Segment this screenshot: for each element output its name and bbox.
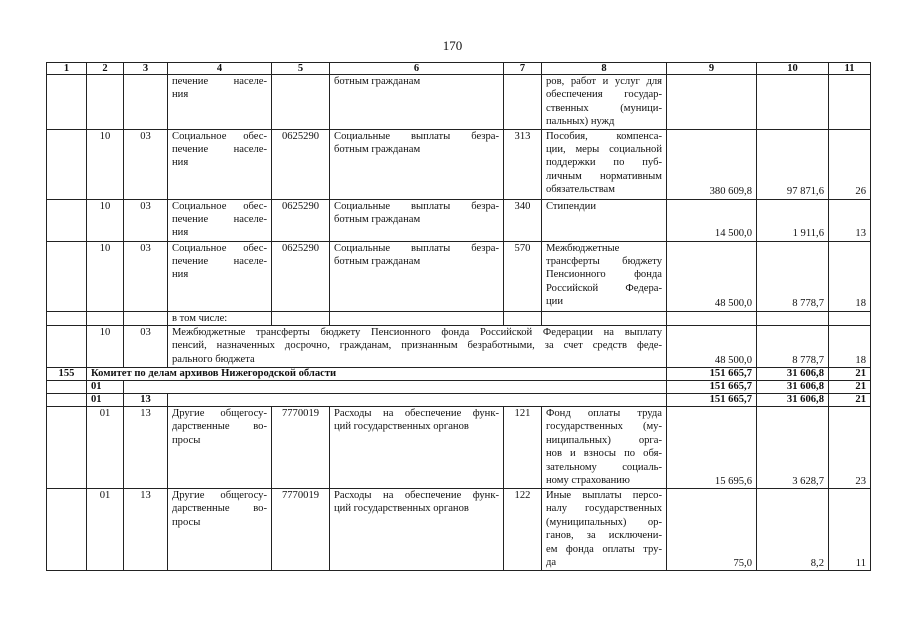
cell-expense-type: Пособия, компенса- ции, меры социальной поддержки по пуб- личным нормативным обязательствам	[542, 129, 667, 199]
table-row	[47, 129, 871, 199]
cell-section-code: 10	[87, 326, 124, 368]
col-header: 4	[168, 63, 272, 75]
table-row	[47, 241, 871, 311]
cell-expense-type: Межбюджетные трансферты бюджету Пенсионного фонда Российской Федера- ции	[542, 241, 667, 311]
header-row	[47, 63, 871, 75]
cell-expense-type: Иные выплаты персо- налу государственных (муниципальных) ор- ганов, за исключени- ем фонда оплаты тру- да	[542, 489, 667, 571]
table-row	[47, 394, 871, 407]
table-row	[47, 368, 871, 381]
cell-expense-code: 313	[504, 129, 542, 199]
cell-actual: 31 606,8	[757, 368, 829, 381]
cell-actual: 8 778,7	[757, 326, 829, 368]
col-header: 5	[272, 63, 330, 75]
cell-section: Социальное обес- печение населе- ния	[168, 241, 272, 311]
cell-percent: 18	[829, 326, 871, 368]
cell-actual: 8,2	[757, 489, 829, 571]
cell-expense-code: 121	[504, 407, 542, 489]
cell-percent: 13	[829, 199, 871, 241]
cell-actual: 3 628,7	[757, 407, 829, 489]
budget-table	[46, 62, 871, 571]
cell-target-code: 0625290	[272, 241, 330, 311]
table-row	[47, 75, 871, 130]
table-row	[47, 326, 871, 368]
cell-section: Другие общегосу- дарственные во- просы	[168, 489, 272, 571]
cell-section: печение населе- ния	[168, 75, 272, 130]
cell-percent: 11	[829, 489, 871, 571]
cell-expense-type: Фонд оплаты труда государственных (му- ниципальных) орга- нов и взносы по обя- зательному социаль- ному страхованию	[542, 407, 667, 489]
cell-target-code: 7770019	[272, 489, 330, 571]
cell-plan: 48 500,0	[667, 241, 757, 311]
col-header: 8	[542, 63, 667, 75]
cell-actual: 97 871,6	[757, 129, 829, 199]
cell-target-code: 7770019	[272, 407, 330, 489]
table-row	[47, 199, 871, 241]
cell-section-code: 01	[87, 489, 124, 571]
page-number: 170	[442, 38, 463, 53]
cell-section-code: 10	[87, 199, 124, 241]
cell-actual: 31 606,8	[757, 394, 829, 407]
cell-plan: 151 665,7	[667, 368, 757, 381]
cell-plan: 151 665,7	[667, 394, 757, 407]
cell-plan: 380 609,8	[667, 129, 757, 199]
cell-percent: 21	[829, 368, 871, 381]
cell-target: Социальные выплаты безра- ботным гражданам	[330, 199, 504, 241]
cell-target: Расходы на обеспечение функ- ций государственных органов	[330, 407, 504, 489]
cell-target-code: 0625290	[272, 129, 330, 199]
cell-expense-type: ров, работ и услуг для обеспечения государ- ственных (муници- пальных) нужд	[542, 75, 667, 130]
cell-plan: 14 500,0	[667, 199, 757, 241]
cell-percent: 26	[829, 129, 871, 199]
col-header: 7	[504, 63, 542, 75]
cell-section: Социальное обес- печение населе- ния	[168, 199, 272, 241]
cell-plan: 48 500,0	[667, 326, 757, 368]
cell-including-label: в том числе:	[168, 311, 272, 325]
cell-plan: 151 665,7	[667, 381, 757, 394]
cell-subsection-code: 03	[124, 199, 168, 241]
cell-actual: 8 778,7	[757, 241, 829, 311]
cell-plan: 15 695,6	[667, 407, 757, 489]
cell-section: Социальное обес- печение населе- ния	[168, 129, 272, 199]
cell-section-code: 01	[87, 381, 124, 394]
cell-actual: 1 911,6	[757, 199, 829, 241]
cell-target: ботным гражданам	[330, 75, 504, 130]
col-header: 3	[124, 63, 168, 75]
cell-subsection-code: 03	[124, 241, 168, 311]
table-row	[47, 489, 871, 571]
col-header: 1	[47, 63, 87, 75]
col-header: 6	[330, 63, 504, 75]
cell-section-code: 10	[87, 129, 124, 199]
cell-percent: 18	[829, 241, 871, 311]
col-header: 10	[757, 63, 829, 75]
cell-subsection-code: 13	[124, 489, 168, 571]
cell-section-code: 01	[87, 407, 124, 489]
cell-percent: 21	[829, 381, 871, 394]
cell-transfer-description: Межбюджетные трансферты бюджету Пенсионного фонда Российской Федерации на выплату пенсий, назначенных досрочно, гражданам, признанным безработными, за счет средств феде- рального бюджета	[168, 326, 667, 368]
cell-expense-code: 122	[504, 489, 542, 571]
cell-actual: 31 606,8	[757, 381, 829, 394]
cell-subsection-code: 03	[124, 129, 168, 199]
cell-target: Социальные выплаты безра- ботным гражданам	[330, 129, 504, 199]
table-row	[47, 381, 871, 394]
cell-section-code: 10	[87, 241, 124, 311]
col-header: 11	[829, 63, 871, 75]
table-row	[47, 407, 871, 489]
cell-target-code: 0625290	[272, 199, 330, 241]
cell-target: Расходы на обеспечение функ- ций государственных органов	[330, 489, 504, 571]
col-header: 2	[87, 63, 124, 75]
cell-expense-code: 340	[504, 199, 542, 241]
cell-section-code: 01	[87, 394, 124, 407]
cell-expense-code: 570	[504, 241, 542, 311]
cell-subsection-code: 13	[124, 407, 168, 489]
cell-percent: 21	[829, 394, 871, 407]
cell-subsection-code: 13	[124, 394, 168, 407]
table-row	[47, 311, 871, 325]
cell-ministry-name: Комитет по делам архивов Нижегородской области	[87, 368, 667, 381]
cell-percent: 23	[829, 407, 871, 489]
cell-target: Социальные выплаты безра- ботным гражданам	[330, 241, 504, 311]
cell-section: Другие общегосу- дарственные во- просы	[168, 407, 272, 489]
cell-expense-type: Стипендии	[542, 199, 667, 241]
cell-ministry-code: 155	[47, 368, 87, 381]
cell-plan: 75,0	[667, 489, 757, 571]
col-header: 9	[667, 63, 757, 75]
cell-subsection-code: 03	[124, 326, 168, 368]
